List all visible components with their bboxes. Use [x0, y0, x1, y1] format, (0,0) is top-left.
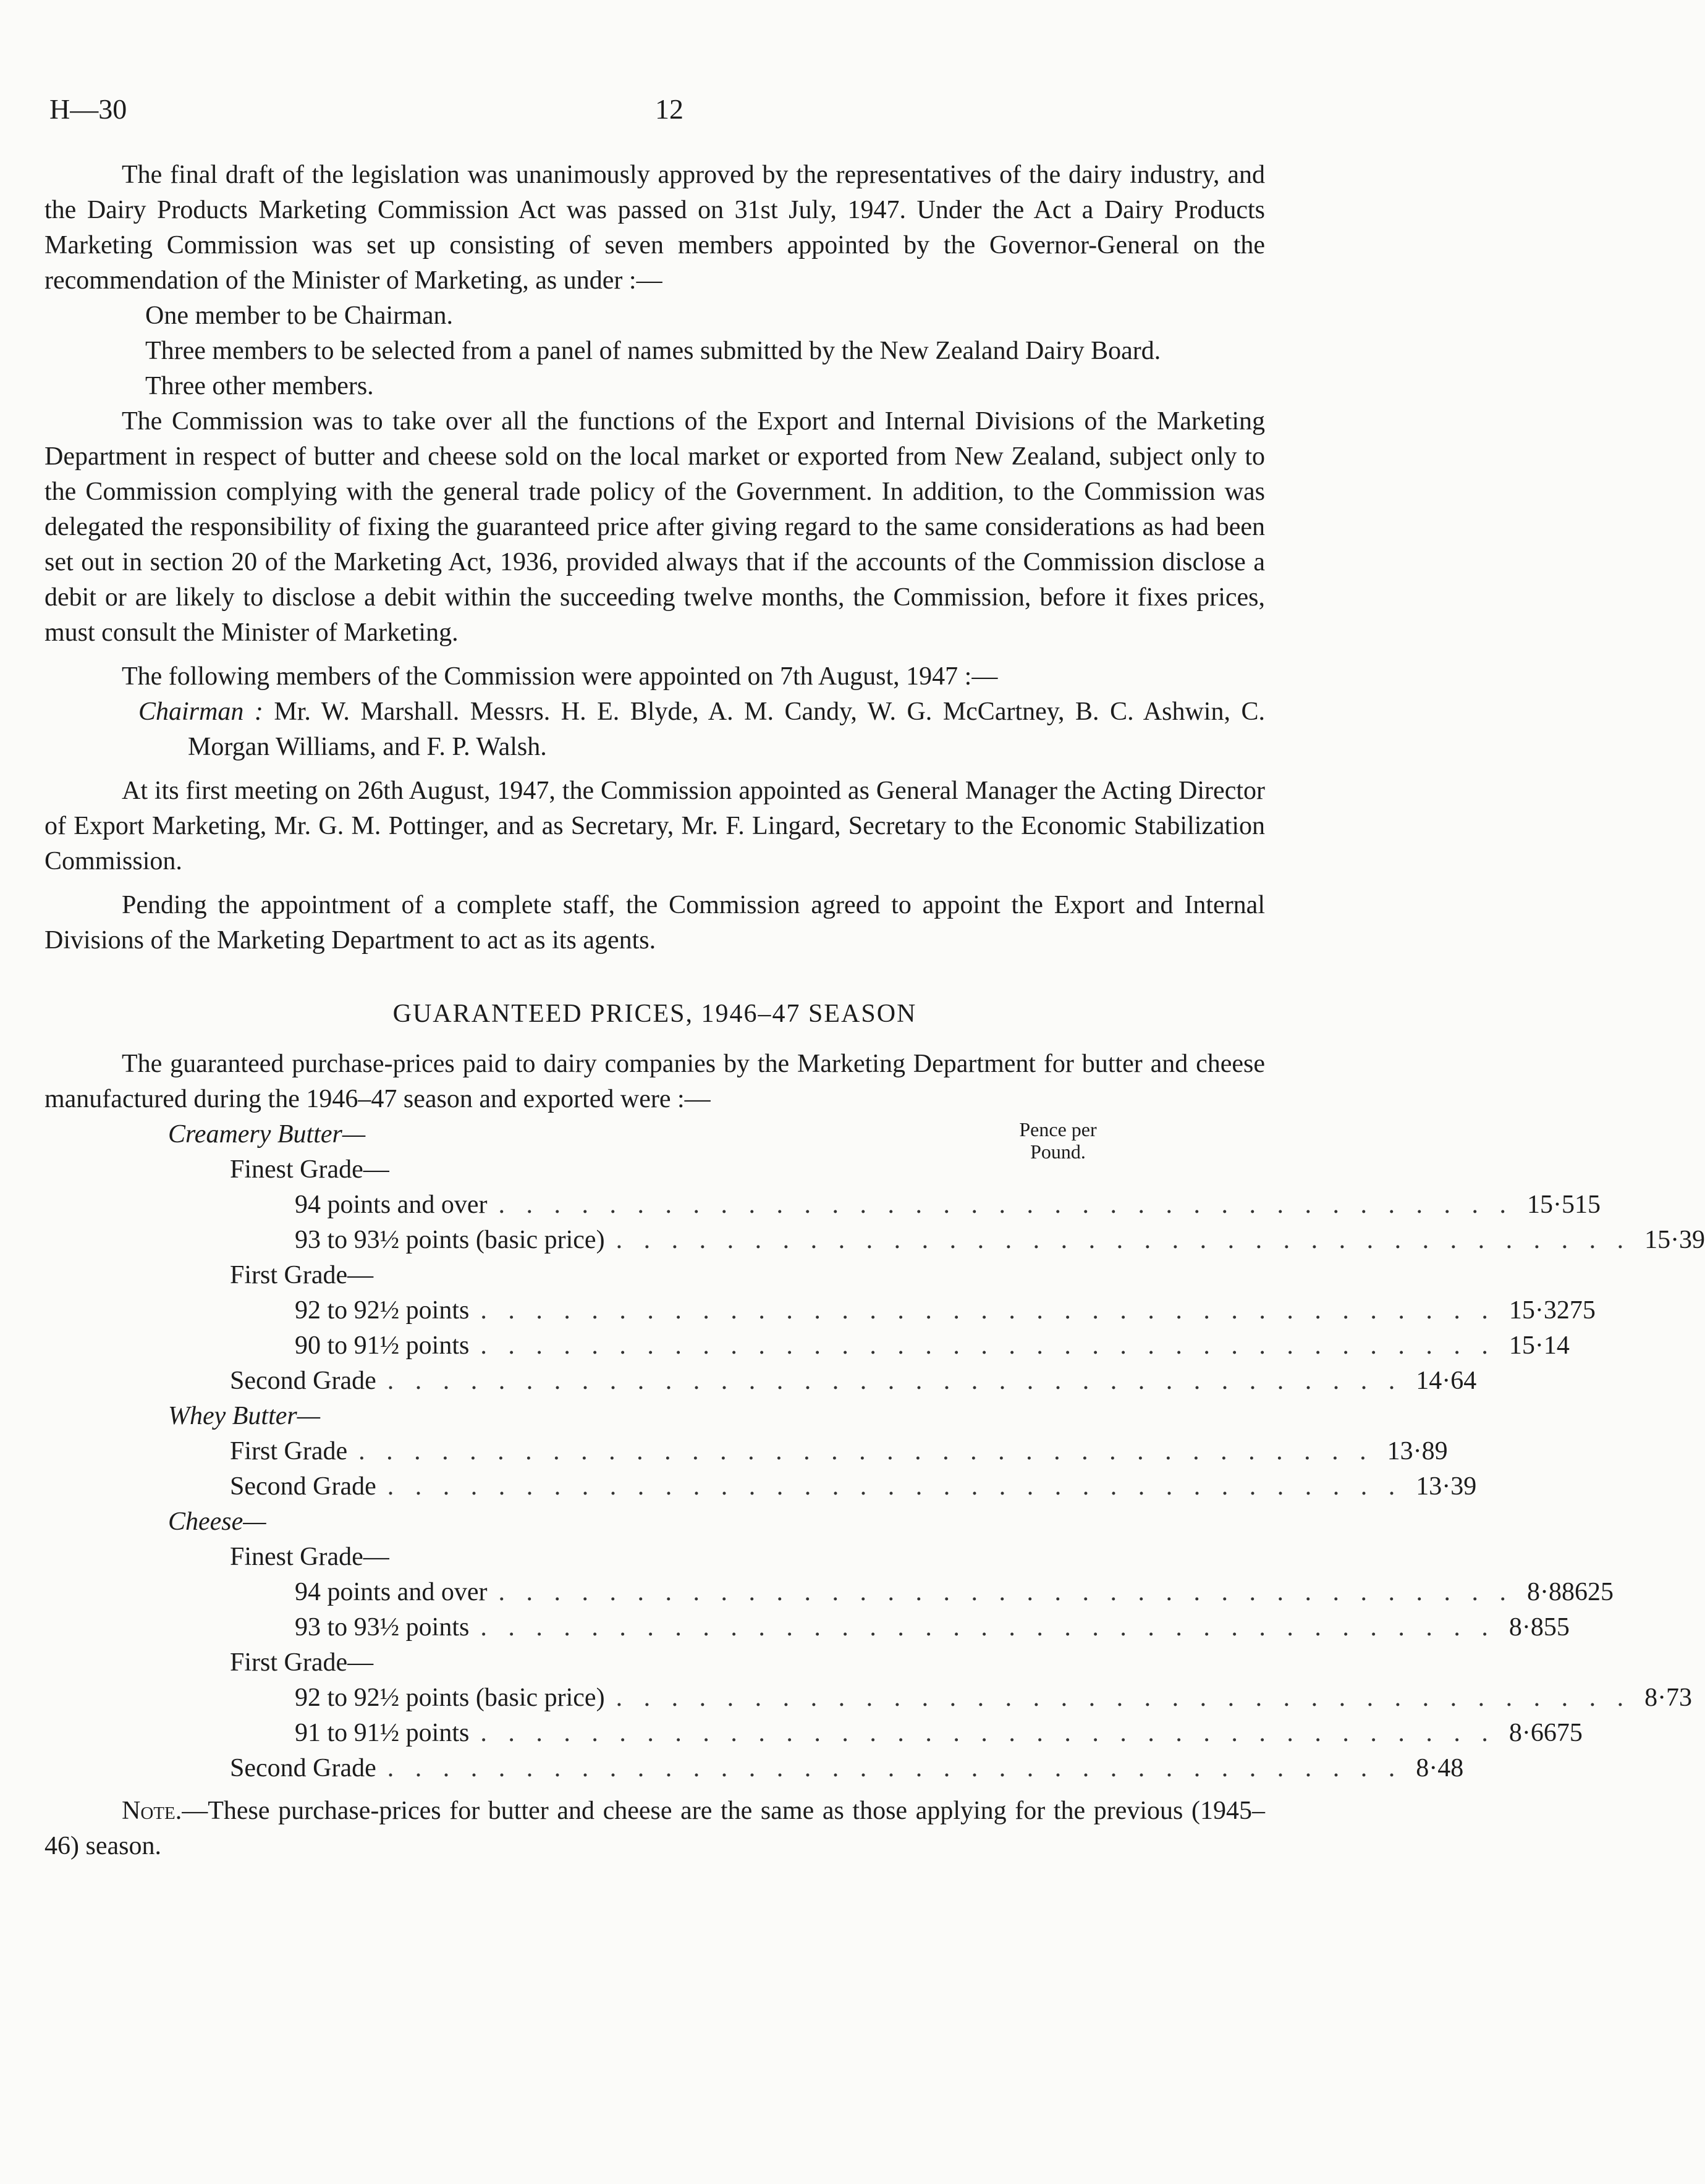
list-item: Three members to be selected from a panel of names submitted by the New Zealand Dairy Board.	[145, 337, 1161, 365]
dot-leader: . . . . . . . . . . . . . . . . . . . . . . . . . . . . . . . . . . . . .	[480, 1719, 1496, 1747]
unit-line-1: Pence per	[1019, 1118, 1097, 1140]
members-names: Mr. W. Marshall. Messrs. H. E. Blyde, A. M. Candy, W. G. McCartney, B. C. Ashwin, C. Morgan Williams, and F. P. Walsh.	[188, 698, 1265, 761]
intro-paragraph: The final draft of the legislation was unanimously approved by the representatives of the dairy industry, and the Dairy Products Marketing Commission Act was passed on 31st July, 1947. Under the Act a Dairy Products Marketing Commission was set up consisting of seven members appointed by the Governor-General on the recommendation of the Minister of Marketing, as under :—	[44, 161, 1265, 295]
prices-paragraph: The guaranteed purchase-prices paid to dairy companies by the Marketing Department for butter and cheese manufactured during the 1946–47 season and exported were :—	[44, 1050, 1265, 1113]
table-row	[44, 1328, 1570, 1364]
price-value: 15·14	[1508, 1331, 1570, 1360]
table-row	[44, 1187, 1601, 1223]
unit-line-2: Pound.	[1030, 1140, 1086, 1163]
chairman-label: Chairman :	[138, 698, 263, 726]
list-item: Three other members.	[145, 372, 374, 400]
table-row	[44, 1258, 1265, 1293]
row-label: 92 to 92½ points	[295, 1296, 470, 1325]
price-value: 15·515	[1526, 1191, 1601, 1219]
table-row	[44, 1540, 1265, 1575]
grade-label: First Grade—	[230, 1648, 374, 1677]
table-row	[44, 1504, 1265, 1540]
document-code: H—30	[49, 93, 127, 125]
note-paragraph	[44, 1794, 1265, 1864]
price-value: 13·39	[1416, 1472, 1477, 1501]
category-label: Whey Butter—	[168, 1402, 321, 1430]
table-row	[44, 1751, 1464, 1786]
category-label: Cheese—	[168, 1507, 266, 1536]
functions-paragraph: The Commission was to take over all the functions of the Export and Internal Divisions of the Marketing Department in respect of butter and cheese sold on the local market or exported from New Zealand, subject only to the Commission complying with the general trade policy of the Government. In addition, to the Commission was delegated the responsibility of fixing the guaranteed price after giving regard to the same considerations as had been set out in section 20 of the Marketing Act, 1936, provided always that if the accounts of the Commission disclose a debit or are likely to disclose a debit within the succeeding twelve months, the Commission, before it fixes prices, must consult the Minister of Marketing.	[44, 407, 1265, 647]
section-heading: GUARANTEED PRICES, 1946–47 SEASON	[392, 1000, 917, 1028]
grade-label: First Grade—	[230, 1261, 374, 1289]
dot-leader: . . . . . . . . . . . . . . . . . . . . . . . . . . . . . . . . . . . . .	[498, 1191, 1513, 1219]
dot-leader: . . . . . . . . . . . . . . . . . . . . . . . . . . . . . . . . . . . . .	[358, 1437, 1374, 1465]
row-label: 93 to 93½ points	[295, 1613, 470, 1642]
meeting-paragraph: At its first meeting on 26th August, 1947, the Commission appointed as General Manager the Acting Director of Export Marketing, Mr. G. M. Pottinger, and as Secretary, Mr. F. Lingard, Secretary to the Economic Stabilization Commission.	[44, 777, 1265, 875]
dot-leader: . . . . . . . . . . . . . . . . . . . . . . . . . . . . . . . . . . . . .	[387, 1472, 1403, 1501]
price-value: 15·3275	[1508, 1296, 1596, 1325]
price-value: 14·64	[1416, 1367, 1477, 1395]
appointed-paragraph: The following members of the Commission were appointed on 7th August, 1947 :—	[122, 662, 998, 691]
dot-leader: . . . . . . . . . . . . . . . . . . . . . . . . . . . . . . . . . . . . .	[480, 1613, 1496, 1642]
page-header	[49, 93, 1317, 136]
note-label: Note.	[122, 1797, 182, 1825]
table-row	[44, 1716, 1583, 1751]
row-label: Second Grade	[230, 1754, 376, 1782]
pending-paragraph: Pending the appointment of a complete staff, the Commission agreed to appoint the Export and Internal Divisions of the Marketing Department to act as its agents.	[44, 891, 1265, 955]
note-text: —These purchase-prices for butter and cheese are the same as those applying for the previous (1945–46) season.	[44, 1797, 1265, 1860]
price-table	[44, 1117, 1705, 1786]
list-item: One member to be Chairman.	[145, 301, 454, 330]
dot-leader: . . . . . . . . . . . . . . . . . . . . . . . . . . . . . . . . . . . . .	[498, 1578, 1513, 1606]
price-value: 8·6675	[1508, 1719, 1583, 1747]
members-paragraph	[44, 694, 1265, 765]
price-value: 13·89	[1387, 1437, 1448, 1465]
table-row	[44, 1364, 1477, 1399]
dot-leader: . . . . . . . . . . . . . . . . . . . . . . . . . . . . . . . . . . . . .	[616, 1226, 1631, 1254]
category-label: Creamery Butter—	[168, 1120, 366, 1149]
dot-leader: . . . . . . . . . . . . . . . . . . . . . . . . . . . . . . . . . . . . .	[480, 1331, 1496, 1360]
table-row	[44, 1434, 1448, 1469]
row-label: Second Grade	[230, 1367, 376, 1395]
composition-list	[44, 298, 1265, 404]
dot-leader: . . . . . . . . . . . . . . . . . . . . . . . . . . . . . . . . . . . . .	[616, 1684, 1631, 1712]
table-row	[44, 1223, 1705, 1258]
table-row	[44, 1575, 1614, 1610]
row-label: 92 to 92½ points (basic price)	[295, 1684, 605, 1712]
table-row	[44, 1645, 1265, 1680]
table-row	[44, 1610, 1570, 1645]
dot-leader: . . . . . . . . . . . . . . . . . . . . . . . . . . . . . . . . . . . . .	[387, 1367, 1403, 1395]
row-label: 94 points and over	[295, 1578, 488, 1606]
dot-leader: . . . . . . . . . . . . . . . . . . . . . . . . . . . . . . . . . . . . .	[387, 1754, 1403, 1782]
row-label: First Grade	[230, 1437, 348, 1465]
price-value: 15·39	[1644, 1226, 1705, 1254]
price-value: 8·855	[1508, 1613, 1570, 1642]
unit-header	[987, 1118, 1129, 1163]
page-number: 12	[655, 93, 683, 125]
table-row	[44, 1293, 1596, 1328]
row-label: Second Grade	[230, 1472, 376, 1501]
row-label: 94 points and over	[295, 1191, 488, 1219]
table-row	[44, 1399, 1265, 1434]
dot-leader: . . . . . . . . . . . . . . . . . . . . . . . . . . . . . . . . . . . . .	[480, 1296, 1496, 1325]
page-body	[44, 158, 1705, 1864]
row-label: 90 to 91½ points	[295, 1331, 470, 1360]
table-row	[44, 1469, 1477, 1504]
price-value: 8·88625	[1526, 1578, 1614, 1606]
grade-label: Finest Grade—	[230, 1155, 389, 1184]
table-row	[44, 1680, 1693, 1716]
row-label: 93 to 93½ points (basic price)	[295, 1226, 605, 1254]
price-value: 8·73	[1644, 1684, 1693, 1712]
grade-label: Finest Grade—	[230, 1543, 389, 1571]
row-label: 91 to 91½ points	[295, 1719, 470, 1747]
price-value: 8·48	[1416, 1754, 1464, 1782]
